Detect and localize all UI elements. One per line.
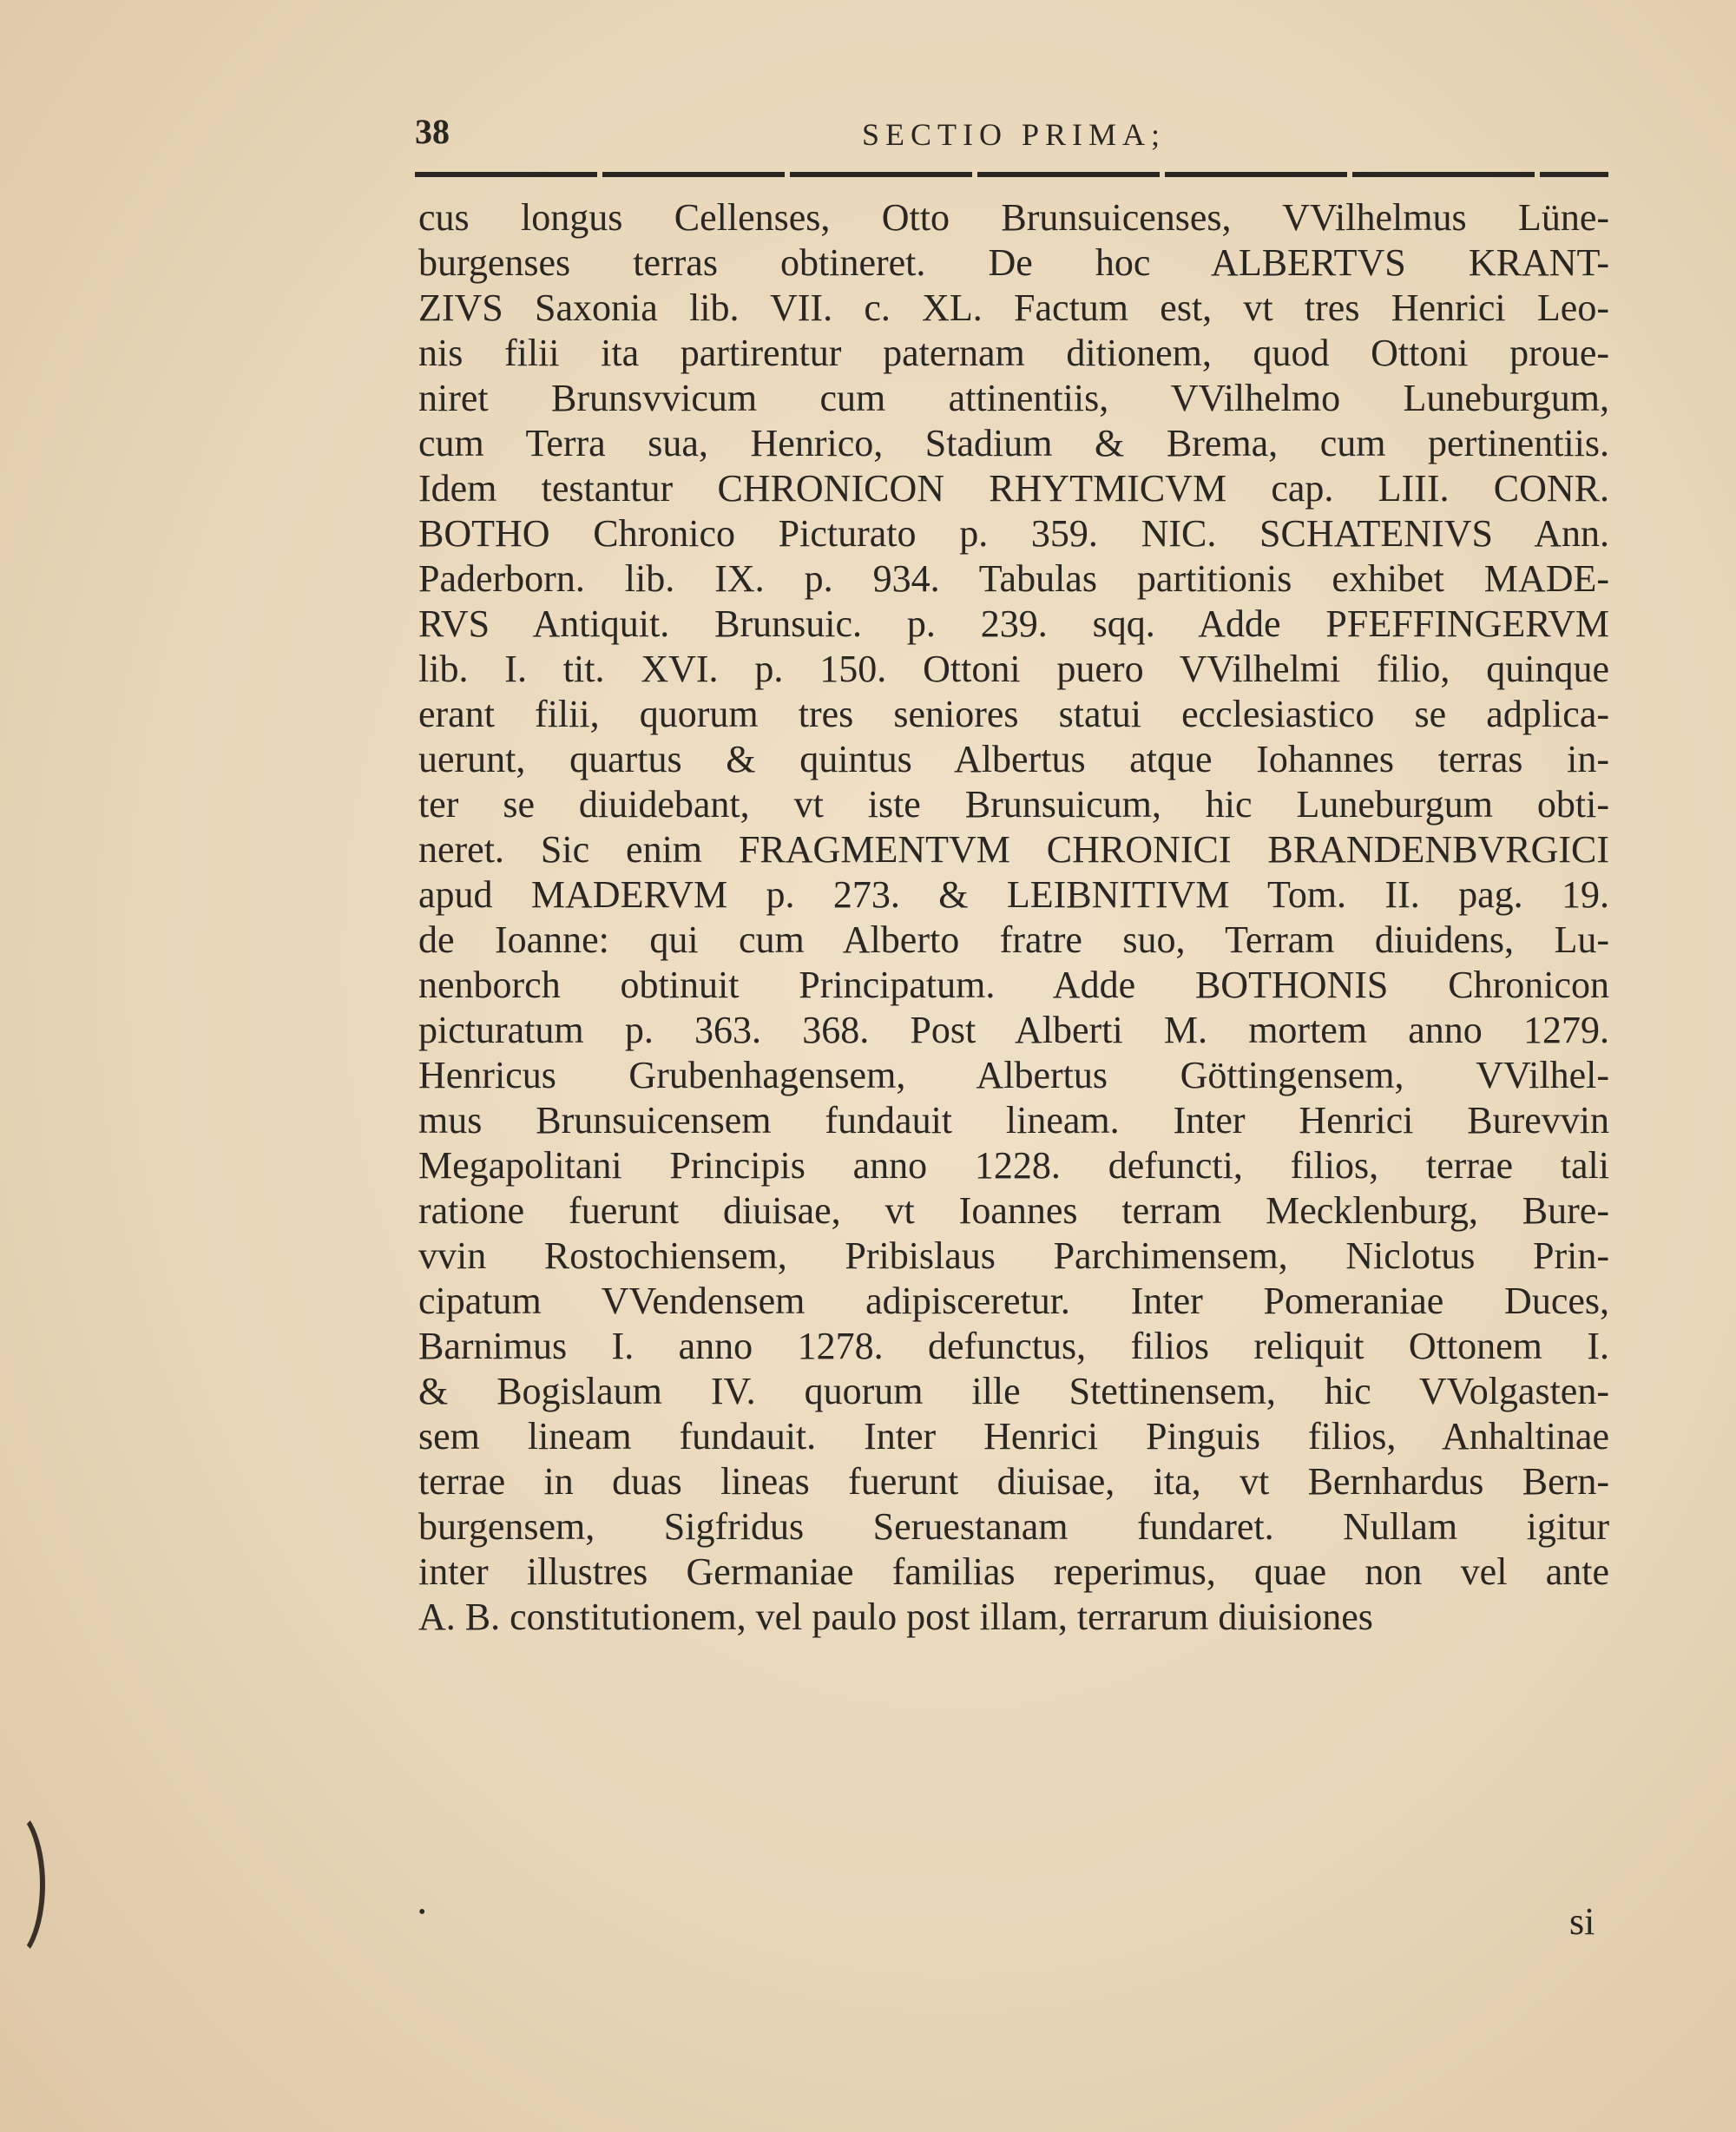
text-line: apud MADERVM p. 273. & LEIBNITIVM Tom. II. pag. 19. (418, 873, 1609, 916)
text-line: A. B. constitutionem, vel paulo post illam, terrarum diuisiones (418, 1596, 1373, 1638)
adjacent-page-edge (0, 1806, 45, 1964)
catchword: si (1569, 1900, 1595, 1943)
text-line: Idem testantur CHRONICON RHYTMICVM cap. LIII. CONR. (418, 467, 1609, 510)
text-line: picturatum p. 363. 368. Post Alberti M. mortem anno 1279. (418, 1009, 1609, 1051)
text-line: erant filii, quorum tres seniores statui ecclesiastico se adplica- (418, 693, 1609, 735)
text-line: burgensem, Sigfridus Seruestanam fundaret. Nullam igitur (418, 1505, 1609, 1548)
text-line: cum Terra sua, Henrico, Stadium & Brema, cum pertinentiis. (418, 422, 1609, 464)
header-rule (415, 172, 1608, 177)
signature-mark: • (418, 1901, 426, 1924)
text-line: Henricus Grubenhagensem, Albertus Göttingensem, VVilhel- (418, 1054, 1609, 1096)
text-line: nis filii ita partirentur paternam ditionem, quod Ottoni proue- (418, 332, 1609, 374)
text-line: lib. I. tit. XVI. p. 150. Ottoni puero VVilhelmi filio, quinque (418, 648, 1609, 690)
text-line: RVS Antiquit. Brunsuic. p. 239. sqq. Adde PFEFFINGERVM (418, 602, 1609, 645)
text-line: cus longus Cellenses, Otto Brunsuicenses, VVilhelmus Lüne- (418, 196, 1609, 239)
text-line: & Bogislaum IV. quorum ille Stettinensem, hic VVolgasten- (418, 1370, 1609, 1412)
text-line: ZIVS Saxonia lib. VII. c. XL. Factum est, vt tres Henrici Leo- (418, 286, 1609, 329)
text-line: ter se diuidebant, vt iste Brunsuicum, hic Luneburgum obti- (418, 783, 1609, 826)
text-line: nenborch obtinuit Principatum. Adde BOTHONIS Chronicon (418, 964, 1609, 1006)
text-line: ratione fuerunt diuisae, vt Ioannes terram Mecklenburg, Bure- (418, 1189, 1609, 1232)
text-line: de Ioanne: qui cum Alberto fratre suo, Terram diuidens, Lu- (418, 918, 1609, 961)
text-line: BOTHO Chronico Picturato p. 359. NIC. SCHATENIVS Ann. (418, 512, 1609, 555)
text-line: Megapolitani Principis anno 1228. defuncti, filios, terrae tali (418, 1144, 1609, 1187)
text-line: neret. Sic enim FRAGMENTVM CHRONICI BRANDENBVRGICI (418, 828, 1609, 871)
page-header (415, 111, 1613, 163)
text-line: vvin Rostochiensem, Pribislaus Parchimensem, Niclotus Prin- (418, 1234, 1609, 1277)
running-head: SECTIO PRIMA; (861, 117, 1167, 152)
text-line: inter illustres Germaniae familias reperimus, quae non vel ante (418, 1550, 1609, 1593)
text-line: niret Brunsvvicum cum attinentiis, VVilhelmo Luneburgum, (418, 377, 1609, 419)
text-line: mus Brunsuicensem fundauit lineam. Inter Henrici Burevvin (418, 1099, 1609, 1142)
text-line: cipatum VVendensem adipisceretur. Inter Pomeraniae Duces, (418, 1280, 1609, 1322)
body-text (418, 195, 1609, 1640)
text-line: sem lineam fundauit. Inter Henrici Pinguis filios, Anhaltinae (418, 1415, 1609, 1458)
page-number: 38 (415, 112, 450, 151)
text-line: terrae in duas lineas fuerunt diuisae, ita, vt Bernhardus Bern- (418, 1460, 1609, 1503)
text-line: uerunt, quartus & quintus Albertus atque Iohannes terras in- (418, 738, 1609, 780)
text-line: Barnimus I. anno 1278. defunctus, filios reliquit Ottonem I. (418, 1325, 1609, 1367)
text-line: Paderborn. lib. IX. p. 934. Tabulas partitionis exhibet MADE- (418, 557, 1609, 600)
text-line: burgenses terras obtineret. De hoc ALBERTVS KRANT- (418, 241, 1609, 284)
